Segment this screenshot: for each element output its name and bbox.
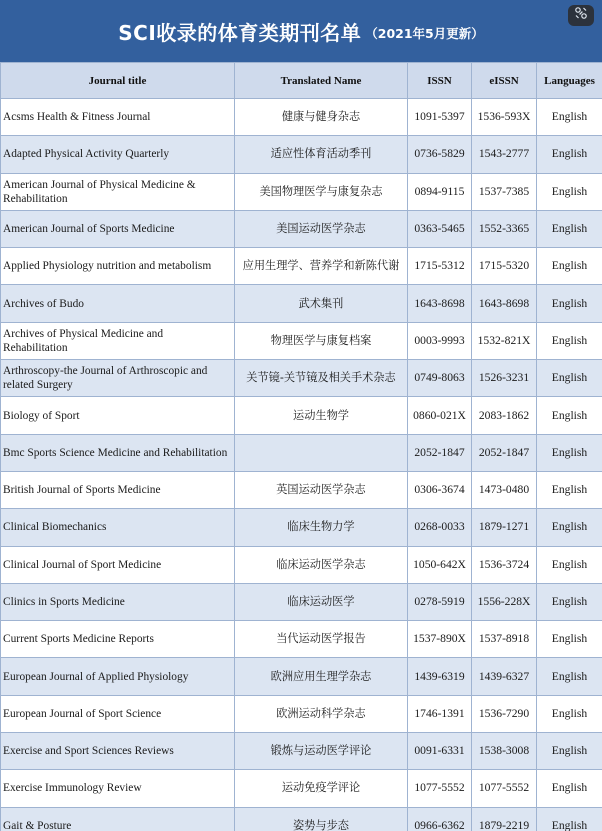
eissn-cell: 1538-3008 [472, 733, 537, 770]
journal-title-cell: British Journal of Sports Medicine [1, 471, 235, 508]
language-cell: English [537, 248, 602, 285]
table-row [1, 770, 602, 807]
journal-title-cell: Archives of Physical Medicine and Rehabilitation [1, 322, 235, 359]
table-row [1, 99, 602, 136]
language-cell: English [537, 807, 602, 831]
issn-cell: 1050-642X [408, 546, 472, 583]
issn-cell: 0966-6362 [408, 807, 472, 831]
table-row [1, 248, 602, 285]
language-cell: English [537, 471, 602, 508]
translated-name-cell: 美国运动医学杂志 [235, 210, 408, 247]
language-cell: English [537, 695, 602, 732]
journal-title-cell: Bmc Sports Science Medicine and Rehabilitation [1, 434, 235, 471]
eissn-cell: 1526-3231 [472, 360, 537, 397]
eissn-cell: 1537-7385 [472, 173, 537, 210]
table-row [1, 471, 602, 508]
table-row [1, 509, 602, 546]
issn-cell: 1091-5397 [408, 99, 472, 136]
translated-name-cell: 临床运动医学 [235, 583, 408, 620]
table-body [1, 99, 602, 831]
issn-cell: 1715-5312 [408, 248, 472, 285]
issn-cell: 0268-0033 [408, 509, 472, 546]
language-cell: English [537, 546, 602, 583]
language-cell: English [537, 173, 602, 210]
column-header-translated-name: Translated Name [235, 63, 408, 99]
table-row [1, 173, 602, 210]
translated-name-cell: 武术集刊 [235, 285, 408, 322]
table-row [1, 210, 602, 247]
journal-title-cell: Archives of Budo [1, 285, 235, 322]
column-header-issn: ISSN [408, 63, 472, 99]
eissn-cell: 1879-1271 [472, 509, 537, 546]
table-header-row [1, 63, 602, 99]
language-cell: English [537, 733, 602, 770]
eissn-cell: 1543-2777 [472, 136, 537, 173]
translated-name-cell: 英国运动医学杂志 [235, 471, 408, 508]
eissn-cell: 1077-5552 [472, 770, 537, 807]
close-button[interactable] [568, 5, 594, 26]
issn-cell: 0003-9993 [408, 322, 472, 359]
journal-title-cell: Arthroscopy-the Journal of Arthroscopic and related Surgery [1, 360, 235, 397]
language-cell: English [537, 322, 602, 359]
table-row [1, 546, 602, 583]
journal-title-cell: Exercise and Sport Sciences Reviews [1, 733, 235, 770]
eissn-cell: 1473-0480 [472, 471, 537, 508]
table-row [1, 434, 602, 471]
language-cell: English [537, 621, 602, 658]
translated-name-cell: 美国物理医学与康复杂志 [235, 173, 408, 210]
journal-title-cell: Exercise Immunology Review [1, 770, 235, 807]
language-cell: English [537, 285, 602, 322]
journal-title-cell: European Journal of Sport Science [1, 695, 235, 732]
journal-title-cell: Applied Physiology nutrition and metabolism [1, 248, 235, 285]
translated-name-cell [235, 434, 408, 471]
eissn-cell: 1532-821X [472, 322, 537, 359]
language-cell: English [537, 210, 602, 247]
title-bar [0, 0, 602, 62]
table-row [1, 807, 602, 831]
issn-cell: 1643-8698 [408, 285, 472, 322]
eissn-cell: 1536-7290 [472, 695, 537, 732]
issn-cell: 1077-5552 [408, 770, 472, 807]
translated-name-cell: 适应性体育活动季刊 [235, 136, 408, 173]
language-cell: English [537, 583, 602, 620]
journal-title-cell: Biology of Sport [1, 397, 235, 434]
journal-title-cell: Clinical Journal of Sport Medicine [1, 546, 235, 583]
translated-name-cell: 欧洲应用生理学杂志 [235, 658, 408, 695]
issn-cell: 0363-5465 [408, 210, 472, 247]
table-row [1, 136, 602, 173]
language-cell: English [537, 770, 602, 807]
issn-cell: 0749-8063 [408, 360, 472, 397]
column-header-languages: Languages [537, 63, 602, 99]
table-row [1, 621, 602, 658]
language-cell: English [537, 509, 602, 546]
translated-name-cell: 姿势与步态 [235, 807, 408, 831]
eissn-cell: 1552-3365 [472, 210, 537, 247]
eissn-cell: 1556-228X [472, 583, 537, 620]
journal-table [0, 62, 602, 831]
issn-cell: 0736-5829 [408, 136, 472, 173]
journal-title-cell: Gait & Posture [1, 807, 235, 831]
eissn-cell: 2083-1862 [472, 397, 537, 434]
page-title: SCI收录的体育类期刊名单 [118, 20, 362, 45]
table-row [1, 360, 602, 397]
language-cell: English [537, 397, 602, 434]
issn-cell: 0894-9115 [408, 173, 472, 210]
journal-title-cell: Clinics in Sports Medicine [1, 583, 235, 620]
table-row [1, 658, 602, 695]
language-cell: English [537, 136, 602, 173]
journal-title-cell: American Journal of Physical Medicine & Rehabilitation [1, 173, 235, 210]
table-row [1, 583, 602, 620]
page-subtitle: （2021年5月更新） [365, 25, 484, 41]
issn-cell: 0306-3674 [408, 471, 472, 508]
translated-name-cell: 运动免疫学评论 [235, 770, 408, 807]
journal-title-cell: American Journal of Sports Medicine [1, 210, 235, 247]
journal-title-cell: European Journal of Applied Physiology [1, 658, 235, 695]
journal-title-cell: Current Sports Medicine Reports [1, 621, 235, 658]
eissn-cell: 1536-3724 [472, 546, 537, 583]
translated-name-cell: 应用生理学、营养学和新陈代谢 [235, 248, 408, 285]
table-row [1, 397, 602, 434]
table-row [1, 733, 602, 770]
translated-name-cell: 锻炼与运动医学评论 [235, 733, 408, 770]
journal-title-cell: Adapted Physical Activity Quarterly [1, 136, 235, 173]
table-row [1, 695, 602, 732]
column-header-eissn: eISSN [472, 63, 537, 99]
issn-cell: 2052-1847 [408, 434, 472, 471]
eissn-cell: 1643-8698 [472, 285, 537, 322]
issn-cell: 1746-1391 [408, 695, 472, 732]
translated-name-cell: 关节镜-关节镜及相关手术杂志 [235, 360, 408, 397]
language-cell: English [537, 658, 602, 695]
issn-cell: 1439-6319 [408, 658, 472, 695]
eissn-cell: 2052-1847 [472, 434, 537, 471]
journal-title-cell: Acsms Health & Fitness Journal [1, 99, 235, 136]
eissn-cell: 1439-6327 [472, 658, 537, 695]
journal-title-cell: Clinical Biomechanics [1, 509, 235, 546]
translated-name-cell: 欧洲运动科学杂志 [235, 695, 408, 732]
issn-cell: 0091-6331 [408, 733, 472, 770]
translated-name-cell: 临床运动医学杂志 [235, 546, 408, 583]
issn-cell: 1537-890X [408, 621, 472, 658]
translated-name-cell: 临床生物力学 [235, 509, 408, 546]
close-icon [574, 6, 588, 25]
translated-name-cell: 运动生物学 [235, 397, 408, 434]
translated-name-cell: 物理医学与康复档案 [235, 322, 408, 359]
issn-cell: 0278-5919 [408, 583, 472, 620]
translated-name-cell: 当代运动医学报告 [235, 621, 408, 658]
eissn-cell: 1536-593X [472, 99, 537, 136]
table-row [1, 322, 602, 359]
language-cell: English [537, 434, 602, 471]
translated-name-cell: 健康与健身杂志 [235, 99, 408, 136]
language-cell: English [537, 360, 602, 397]
column-header-journal-title: Journal title [1, 63, 235, 99]
issn-cell: 0860-021X [408, 397, 472, 434]
eissn-cell: 1715-5320 [472, 248, 537, 285]
eissn-cell: 1537-8918 [472, 621, 537, 658]
language-cell: English [537, 99, 602, 136]
eissn-cell: 1879-2219 [472, 807, 537, 831]
table-row [1, 285, 602, 322]
